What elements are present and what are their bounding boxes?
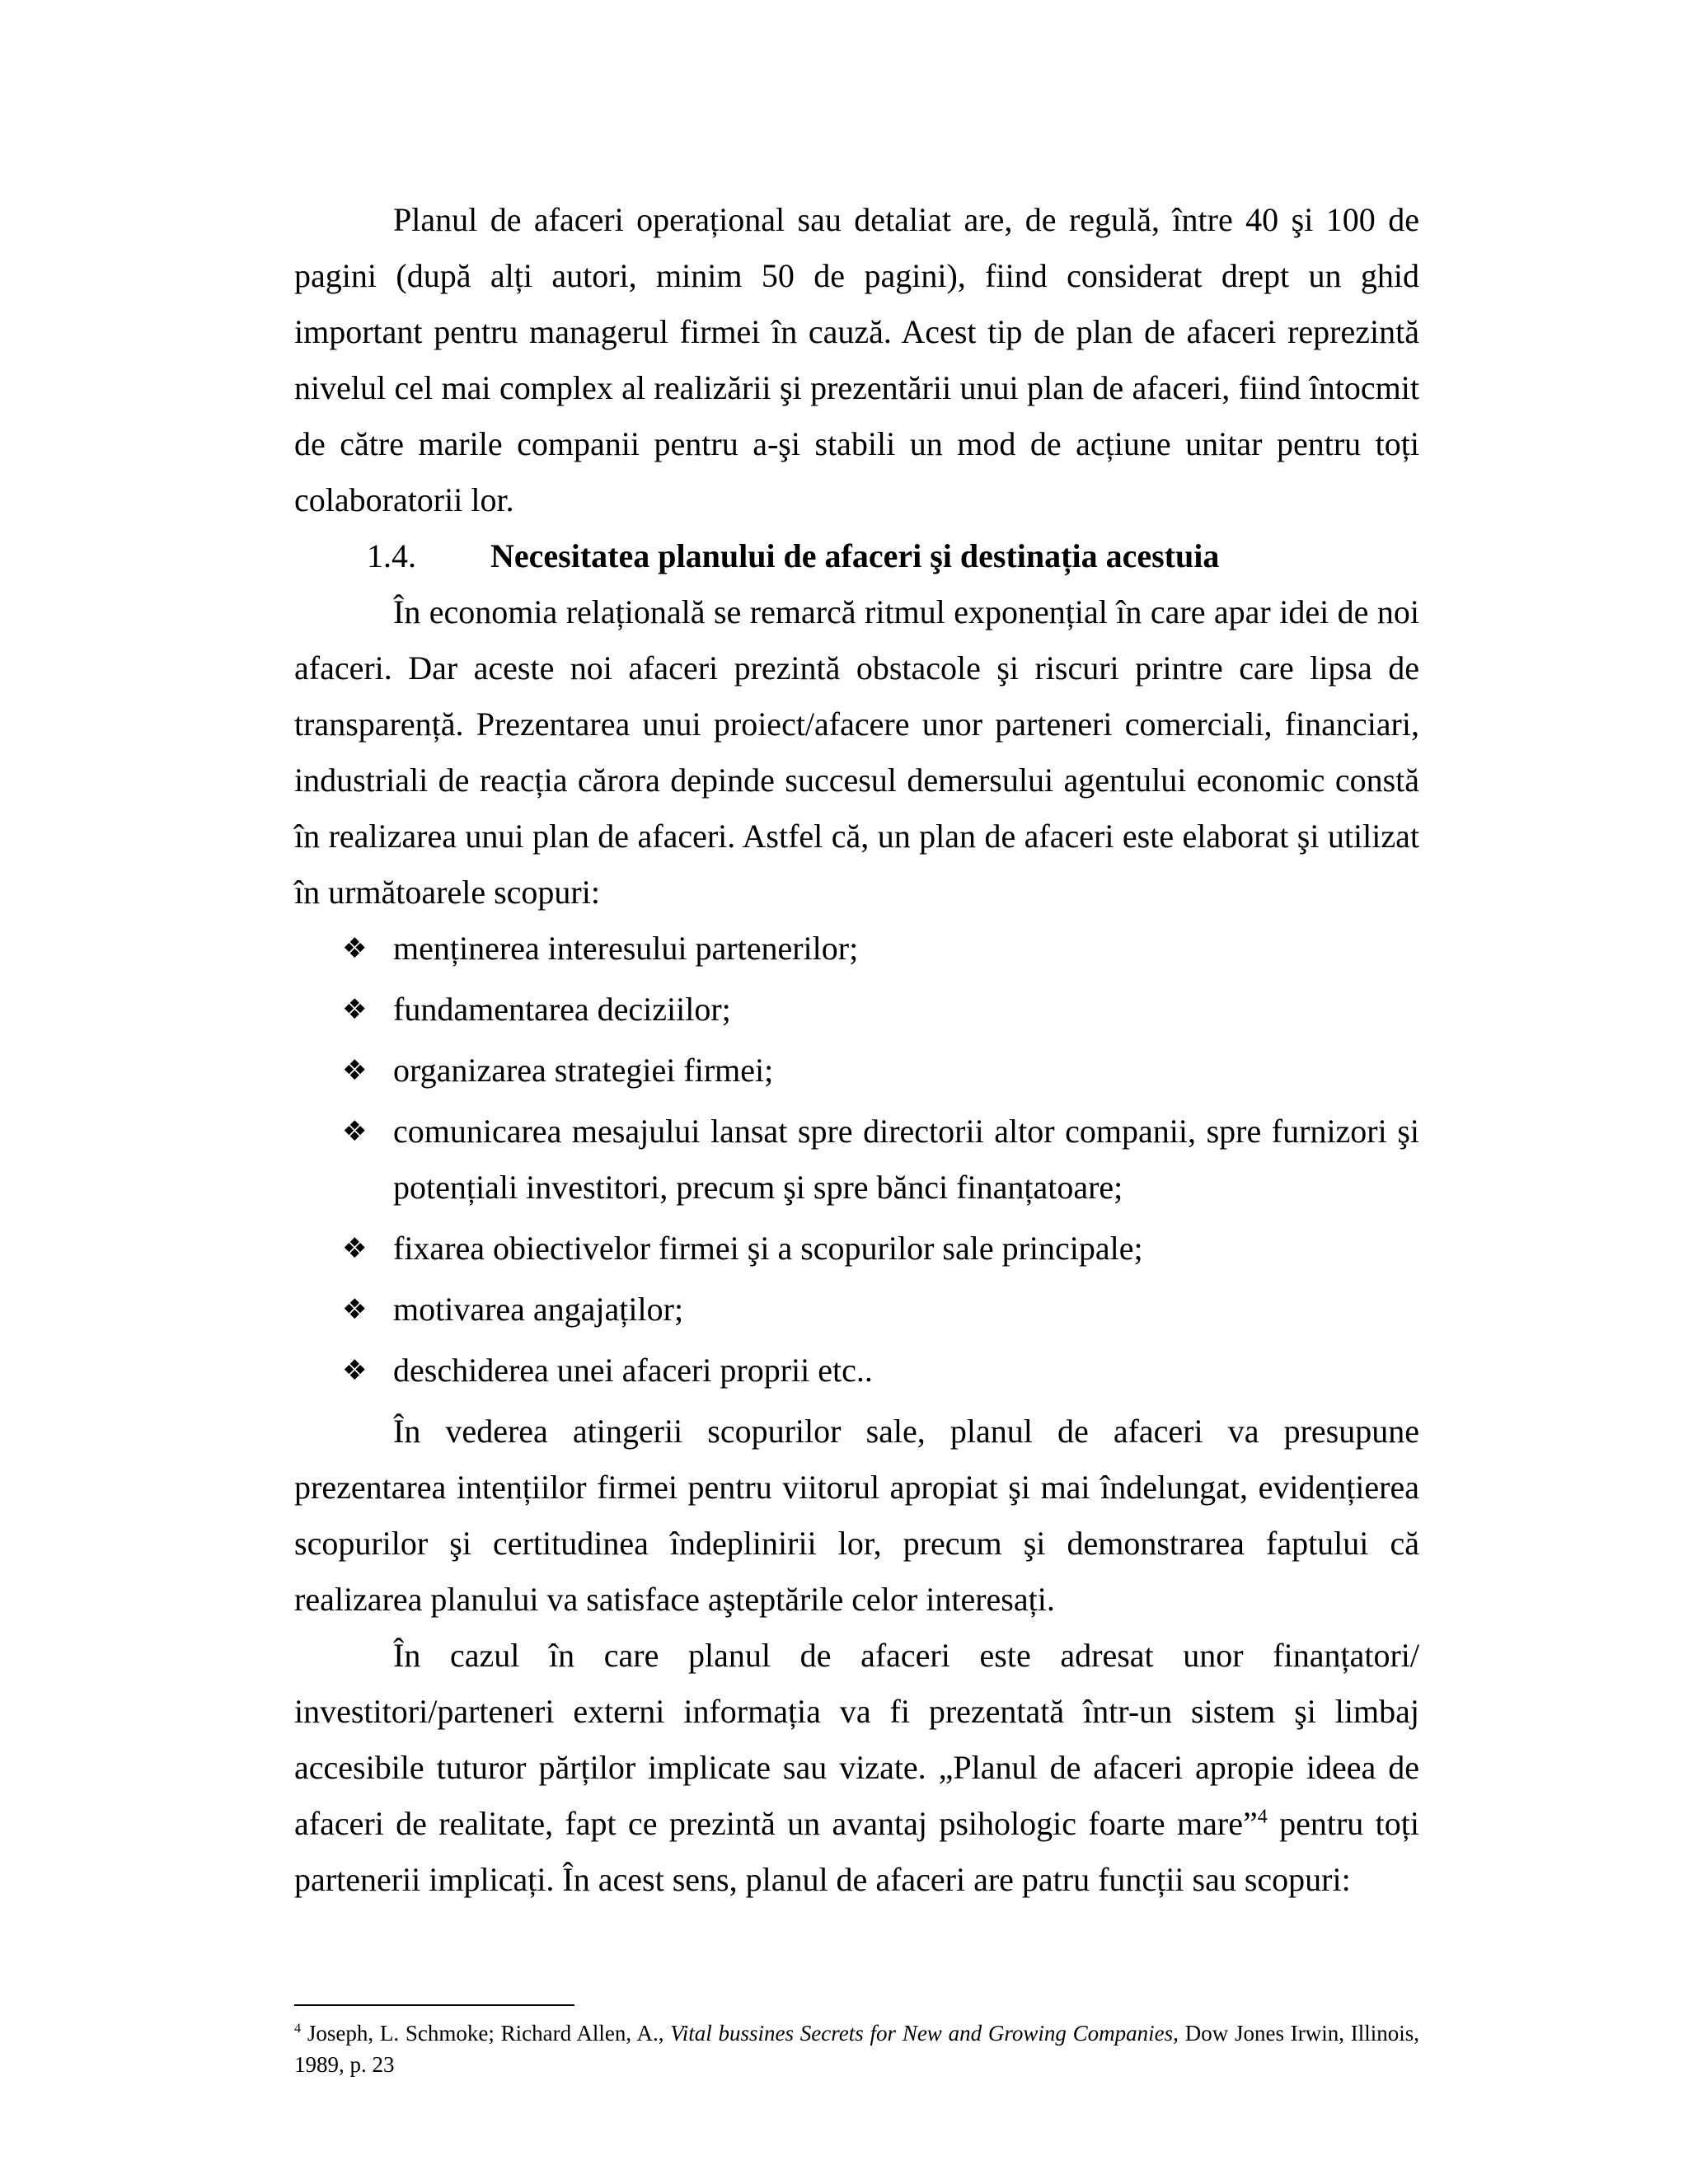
list-item [294,1104,1419,1216]
footnote-authors: Joseph, L. Schmoke; Richard Allen, A., [301,2021,671,2046]
list-item [294,1043,1419,1099]
section-title: Necesitatea planului de afaceri şi destinația acestuia [490,537,1220,574]
footnote-publisher: , Dow Jones Irwin, Illinois, 1989, p. 23 [294,2021,1420,2077]
list-item [294,1282,1419,1338]
paragraph-relational-economy: În economia relațională se remarcă ritmul exponențial în care apar idei de noi afaceri. Dar aceste noi afaceri prezintă obstacole şi riscuri printre care lipsa de transparență. Prezentarea unui proiect/afacere unor parteneri comerciali, financiari, industriali de reacția cărora depinde succesul demersului agentului economic constă în realizarea unui plan de afaceri. Astfel că, un plan de afaceri este elaborat şi utilizat în următoarele scopuri: [294,593,1419,911]
section-number: 1.4. [367,537,416,574]
list-item-text: fundamentarea deciziilor; [393,991,731,1028]
list-item-text: comunicarea mesajului lansat spre directorii altor companii, spre furnizori şi potențiali investitori, precum şi spre bănci finanțatoare; [393,1113,1419,1206]
paragraph-text: În cazul în care planul de afaceri este adresat unor finanțatori/ investitori/parteneri externi informația va fi prezentată într-un sistem şi limbaj accesibile tuturor părților implicate sau vizate. „Planul de afaceri apropie ideea de afaceri de realitate, fapt ce prezintă un avantaj psihologic foarte mare” [294,1637,1419,1842]
list-item [294,1221,1419,1277]
purposes-list [294,921,1419,1399]
diamond-bullet-icon: ❖ [342,1232,368,1265]
diamond-bullet-icon: ❖ [342,1115,368,1148]
main-text [294,192,1419,1908]
list-item [294,982,1419,1038]
diamond-bullet-icon: ❖ [342,1054,368,1087]
footnote [294,2018,1419,2080]
list-item-text: motivarea angajaților; [393,1291,684,1328]
diamond-bullet-icon: ❖ [342,1354,368,1387]
diamond-bullet-icon: ❖ [342,993,368,1026]
list-item [294,1343,1419,1399]
diamond-bullet-icon: ❖ [342,1293,368,1326]
list-item-text: deschiderea unei afaceri proprii etc.. [393,1352,873,1389]
footnote-reference[interactable]: 4 [1257,1806,1268,1828]
list-item [294,921,1419,977]
footnote-book-title: Vital bussines Secrets for New and Growing Companies [670,2021,1174,2046]
paragraph-operational-plan: Planul de afaceri operațional sau detaliat are, de regulă, între 40 şi 100 de pagini (după alți autori, minim 50 de pagini), fiind considerat drept un ghid important pentru managerul firmei în cauză. Acest tip de plan de afaceri reprezintă nivelul cel mai complex al realizării şi prezentării unui plan de afaceri, fiind întocmit de către marile companii pentru a-şi stabili un mod de acțiune unitar pentru toți colaboratorii lor. [294,201,1419,518]
footnote-divider [294,2004,574,2006]
diamond-bullet-icon: ❖ [342,932,368,965]
list-item-text: menținerea interesului partenerilor; [393,930,859,967]
paragraph-text: pentru toți partenerii implicați. În acest sens, planul de afaceri are patru funcții sau scopuri: [294,1805,1420,1898]
list-item-text: fixarea obiectivelor firmei şi a scopurilor sale principale; [393,1230,1143,1267]
paragraph-external-partners [294,1628,1419,1908]
section-heading [294,528,1419,584]
footnote-number: 4 [294,2021,302,2036]
paragraph-objectives: În vederea atingerii scopurilor sale, planul de afaceri va presupune prezentarea intențiilor firmei pentru viitorul apropiat şi mai îndelungat, evidențierea scopurilor şi certitudinea îndeplinirii lor, precum şi demonstrarea faptului că realizarea planului va satisface aşteptările celor interesați. [294,1413,1419,1618]
list-item-text: organizarea strategiei firmei; [393,1052,774,1089]
